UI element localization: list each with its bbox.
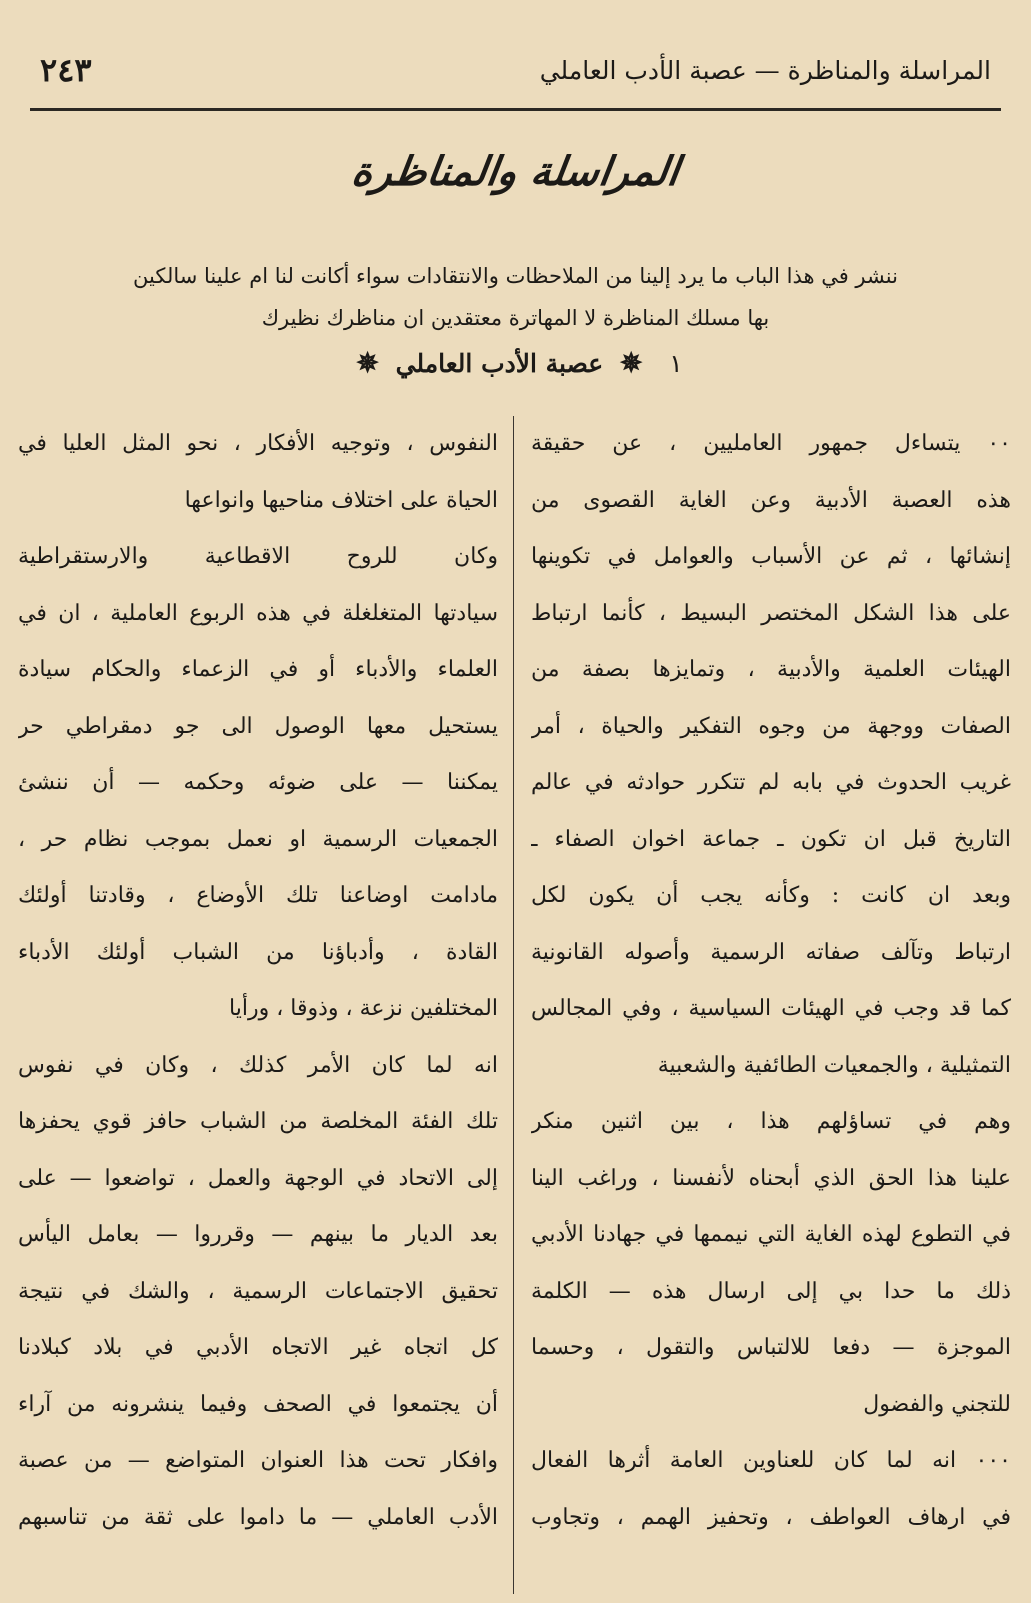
text-line: ٠٠ يتساءل جمهور العامليين ، عن حقيقة <box>531 431 1011 456</box>
left-column <box>18 416 498 1593</box>
column-divider <box>513 416 514 1594</box>
page-number: ٢٤٣ <box>40 51 92 89</box>
intro-paragraph <box>80 255 951 339</box>
ornament-icon: ✵ <box>356 348 379 379</box>
page-header <box>40 40 991 100</box>
text-line: على هذا الشكل المختصر البسيط ، كأنما ارتباط <box>531 600 1011 626</box>
text-line: تحقيق الاجتماعات الرسمية ، والشك في نتيجة <box>18 1278 498 1304</box>
section-title: المراسلة والمناظرة <box>348 148 683 195</box>
text-line: المختلفين نزعة ، وذوقا ، ورأيا <box>229 996 498 1021</box>
intro-line: ننشر في هذا الباب ما يرد إلينا من الملاحظات والانتقادات سواء أكانت لنا ام علينا سالكين <box>133 264 898 288</box>
intro-line: بها مسلك المناظرة لا المهاترة معتقدين ان مناظرك نظيرك <box>261 306 770 330</box>
right-column <box>531 416 1011 1593</box>
text-line: ٠٠٠ انه لما كان للعناوين العامة أثرها الفعال <box>531 1448 1011 1473</box>
text-line: يستحيل معها الوصول الى جو دمقراطي حر <box>18 713 498 739</box>
text-line: الموجزة — دفعا للالتباس والتقول ، وحسما <box>531 1335 1011 1360</box>
text-line: العلماء والأدباء أو في الزعماء والحكام سيادة <box>18 657 498 682</box>
text-line: علينا هذا الحق الذي أبحناه لأنفسنا ، وراغب الينا <box>531 1165 1011 1191</box>
text-line: انه لما كان الأمر كذلك ، وكان في نفوس <box>18 1052 498 1078</box>
text-line: وكان للروح الاقطاعية والارستقراطية <box>18 544 498 569</box>
text-line: وهم في تساؤلهم هذا ، بين اثنين منكر <box>531 1109 1011 1134</box>
article-heading <box>0 348 1031 379</box>
text-line: التاريخ قبل ان تكون ـ جماعة اخوان الصفاء ـ <box>531 826 1011 852</box>
text-line: إنشائها ، ثم عن الأسباب والعوامل في تكوينها <box>531 544 1011 569</box>
text-line: التمثيلية ، والجمعيات الطائفية والشعبية <box>657 1052 1011 1078</box>
text-line: سيادتها المتغلغلة في هذه الربوع العاملية ، ان في <box>18 600 498 626</box>
header-rule <box>30 108 1001 111</box>
text-line: الهيئات العلمية والأدبية ، وتمايزها بصفة من <box>531 657 1011 682</box>
article-title: عصبة الأدب العاملي <box>395 349 604 378</box>
text-line: الأدب العاملي — ما داموا على ثقة من تناسبهم <box>18 1504 498 1530</box>
text-line: الصفات ووجهة من وجوه التفكير والحياة ، أمر <box>531 713 1011 739</box>
text-line: إلى الاتحاد في الوجهة والعمل ، تواضعوا — على <box>18 1165 498 1191</box>
text-line: وافكار تحت هذا العنوان المتواضع — من عصبة <box>18 1448 498 1473</box>
running-title: المراسلة والمناظرة — عصبة الأدب العاملي <box>539 55 991 85</box>
text-line: بعد الديار ما بينهم — وقرروا — بعامل اليأس <box>18 1222 498 1247</box>
text-line: ذلك ما حدا بي إلى ارسال هذه — الكلمة <box>531 1278 1011 1304</box>
text-line: النفوس ، وتوجيه الأفكار ، نحو المثل العليا في <box>18 431 498 456</box>
article-number: ١ <box>669 349 683 378</box>
text-line: الحياة على اختلاف مناحيها وانواعها <box>184 487 498 513</box>
text-line: وبعد ان كانت : وكأنه يجب أن يكون لكل <box>531 883 1011 908</box>
text-line: هذه العصبة الأدبية وعن الغاية القصوى من <box>531 487 1011 513</box>
text-line: القادة ، وأدباؤنا من الشباب أولئك الأدباء <box>18 939 498 965</box>
ornament-icon: ✵ <box>619 348 643 379</box>
text-line: في التطوع لهذه الغاية التي نيممها في جهادنا الأدبي <box>531 1222 1011 1247</box>
text-line: الجمعيات الرسمية او نعمل بموجب نظام حر ، <box>18 826 498 852</box>
text-line: كل اتجاه غير الاتجاه الأدبي في بلاد كبلادنا <box>18 1335 498 1360</box>
text-line: أن يجتمعوا في الصحف وفيما ينشرونه من آراء <box>18 1391 498 1417</box>
text-line: يمكننا — على ضوئه وحكمه — أن ننشئ <box>18 770 498 795</box>
text-line: ارتباط وتآلف صفاته الرسمية وأصوله القانونية <box>531 939 1011 965</box>
text-line: في ارهاف العواطف ، وتحفيز الهمم ، وتجاوب <box>531 1504 1011 1530</box>
text-columns <box>18 416 1011 1593</box>
text-line: مادامت اوضاعنا تلك الأوضاع ، وقادتنا أولئك <box>18 883 498 908</box>
text-line: تلك الفئة المخلصة من الشباب حافز قوي يحفزها <box>18 1109 498 1134</box>
text-line: غريب الحدوث في بابه لم تتكرر حوادثه في عالم <box>531 770 1011 795</box>
text-line: كما قد وجب في الهيئات السياسية ، وفي المجالس <box>531 996 1011 1021</box>
text-line: للتجني والفضول <box>863 1391 1011 1417</box>
